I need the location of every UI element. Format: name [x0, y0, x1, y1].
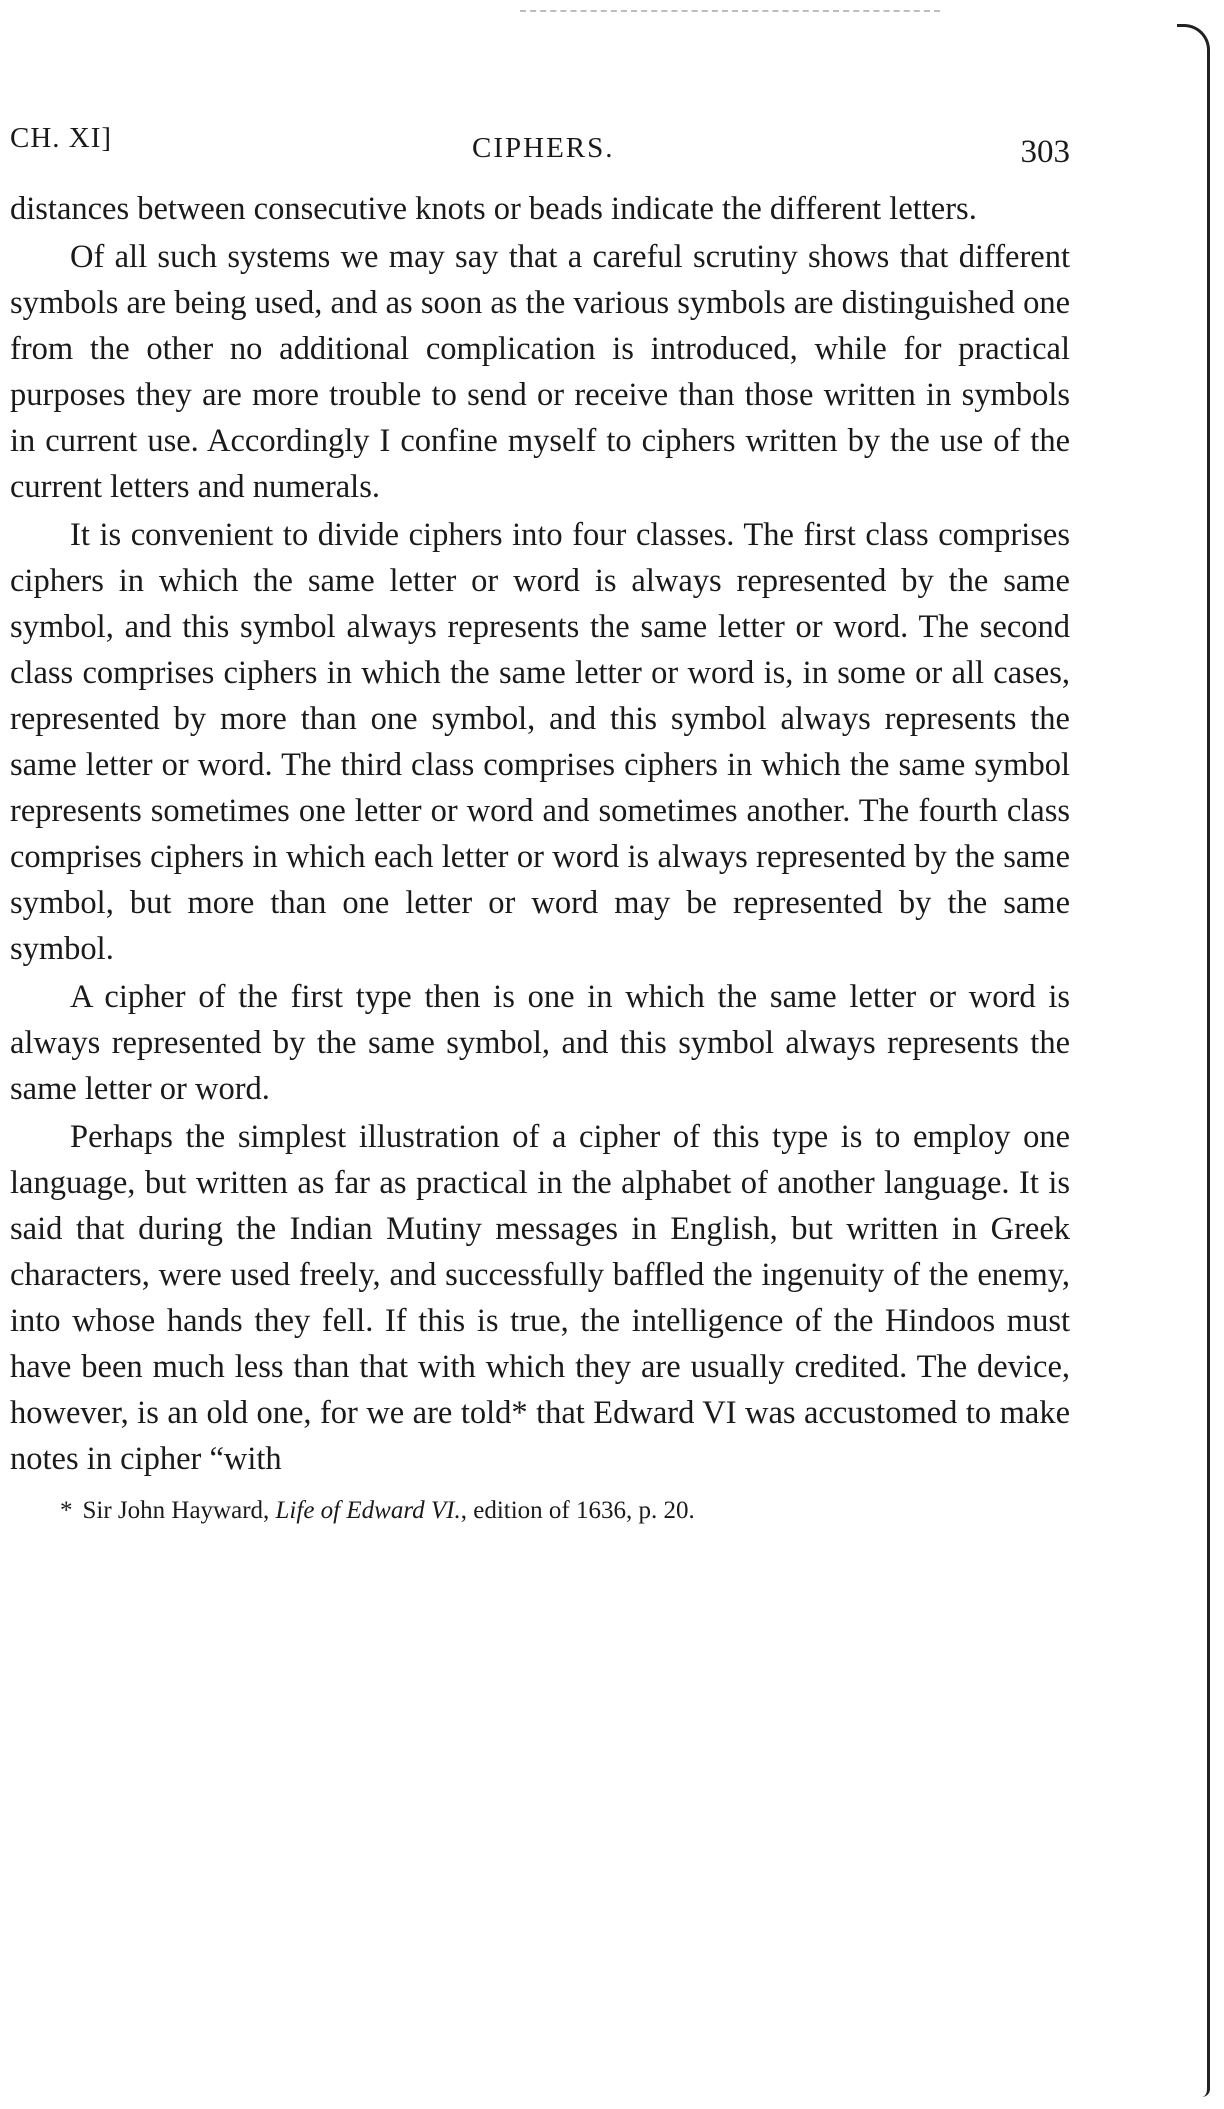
paragraph-systems: Of all such systems we may say that a careful scrutiny shows that different symbols are being used, and as soon as the various symbols are distinguished one from the other no additional complication is introduced, while for practical purposes they are more trouble to send or receive than those written in symbols in current use. Accordingly I confine myself to ciphers written by the use of the current letters and numerals. — [10, 239, 1070, 505]
footnote-details: , edition of 1636, p. 20. — [460, 1497, 695, 1524]
chapter-label: CH. XI] — [10, 122, 113, 154]
paragraph-four-classes: It is convenient to divide ciphers into four classes. The first class comprises ciphers in which the same letter or word is always represented by the same symbol, and this symbol always represents the same letter or word. The second class comprises ciphers in which the same letter or word is, in some or all cases, represented by more than one symbol, and this symbol always represents the same letter or word. The third class comprises ciphers in which the same symbol represents sometimes one letter or word and sometimes another. The fourth class comprises ciphers in which each letter or word is always represented by the same symbol, but more than one letter or word may be represented by the same symbol. — [10, 517, 1070, 967]
paragraph-illustration: Perhaps the simplest illustration of a cipher of this type is to employ one language, but written as far as practical in the alphabet of another language. It is said that during the Indian Mutiny messages in English, but written in Greek characters, were used freely, and successfully baffled the ingenuity of the enemy, into whose hands they fell. If this is true, the intelligence of the Hindoos must have been much less than that with which they are usually credited. The device, however, is an old one, for we are told* that Edward VI was accustomed to make notes in cipher “with — [10, 1119, 1070, 1477]
page-number: 303 — [1020, 134, 1070, 170]
paragraph-continued: distances between consecutive knots or beads indicate the different letters. — [10, 191, 977, 227]
footnote — [10, 1494, 1070, 1528]
body-text — [10, 186, 1070, 1482]
page-content — [10, 120, 1070, 1528]
footnote-work-title: Life of Edward VI. — [275, 1497, 461, 1524]
running-title: CIPHERS. — [472, 132, 615, 164]
scan-edge-right — [1177, 24, 1210, 2097]
footnote-marker: * — [60, 1497, 73, 1524]
scan-edge-top — [520, 10, 940, 12]
running-head — [10, 120, 1070, 180]
paragraph-first-type: A cipher of the first type then is one in which the same letter or word is always represented by the same symbol, and this symbol always represents the same letter or word. — [10, 979, 1070, 1107]
footnote-author: Sir John Hayward, — [82, 1497, 270, 1524]
